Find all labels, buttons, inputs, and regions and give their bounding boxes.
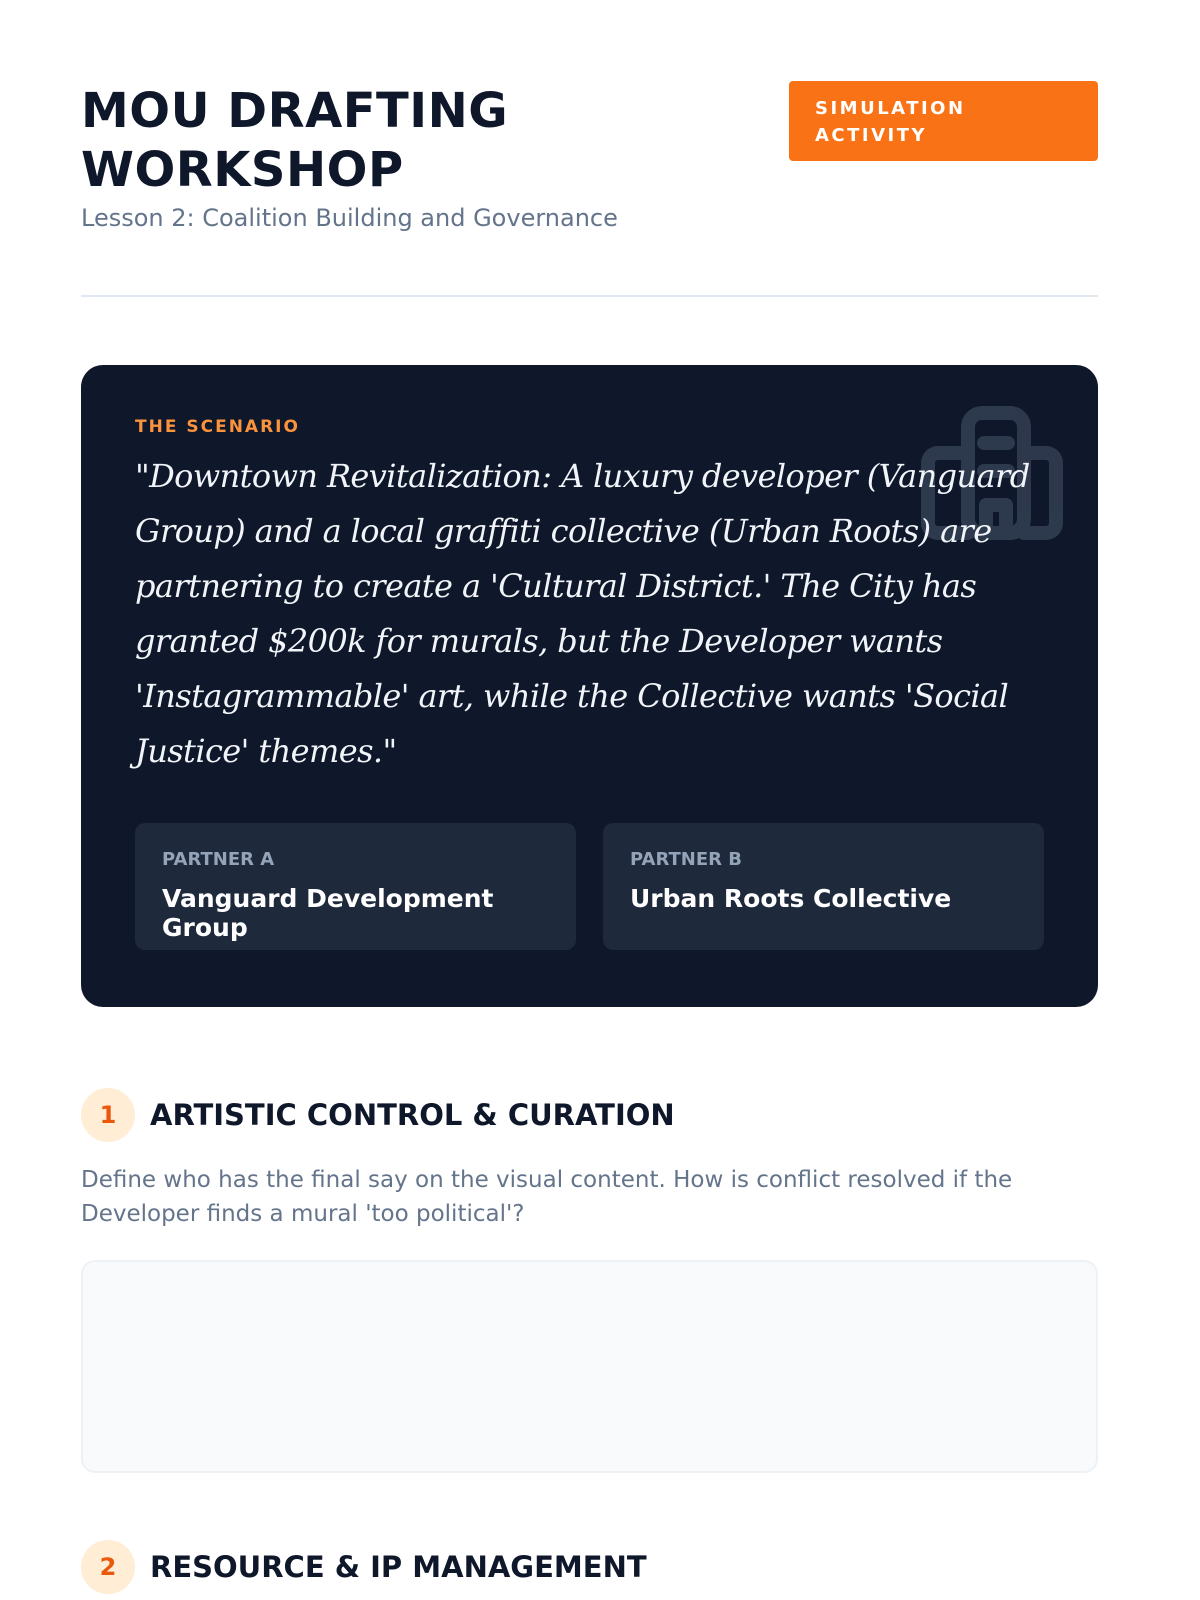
section-artistic-control: [81, 1087, 1098, 1473]
section-resource-ip: [81, 1539, 1098, 1595]
partners: [135, 823, 1044, 950]
section-header: [81, 1539, 1098, 1595]
partner-b-card: [603, 823, 1044, 950]
scenario-label: THE SCENARIO: [135, 417, 300, 437]
partner-a-name: Vanguard Development Group: [162, 884, 494, 942]
step-number: 1: [81, 1088, 135, 1142]
section-description: Define who has the final say on the visual content. How is conflict resolved if the Developer finds a mural 'too political'?: [81, 1167, 1013, 1227]
lesson-subtitle: Lesson 2: Coalition Building and Governance: [81, 204, 618, 232]
page-title: MOU DRAFTING WORKSHOP: [81, 83, 509, 198]
scenario-text: "Downtown Revitalization: A luxury developer (Vanguard Group) and a local graffiti collective (Urban Roots) are partnering to create a 'Cultural District.' The City has granted $200k for murals, but the Developer wants 'Instagrammable' art, while the Collective wants 'Social Justice' themes.": [135, 457, 1030, 770]
step-number: 2: [81, 1540, 135, 1594]
partner-b-name: Urban Roots Collective: [630, 884, 952, 913]
partner-a-card: [135, 823, 576, 950]
page-header: [81, 0, 1098, 297]
scenario-card: [81, 365, 1098, 1007]
artistic-control-answer-field[interactable]: [81, 1260, 1098, 1473]
partner-a-label: PARTNER A: [162, 849, 275, 870]
simulation-activity-badge: SIMULATION ACTIVITY: [789, 81, 1098, 161]
section-header: [81, 1087, 1098, 1143]
section-title: RESOURCE & IP MANAGEMENT: [150, 1550, 647, 1584]
partner-b-label: PARTNER B: [630, 849, 743, 870]
section-title: ARTISTIC CONTROL & CURATION: [150, 1098, 675, 1132]
